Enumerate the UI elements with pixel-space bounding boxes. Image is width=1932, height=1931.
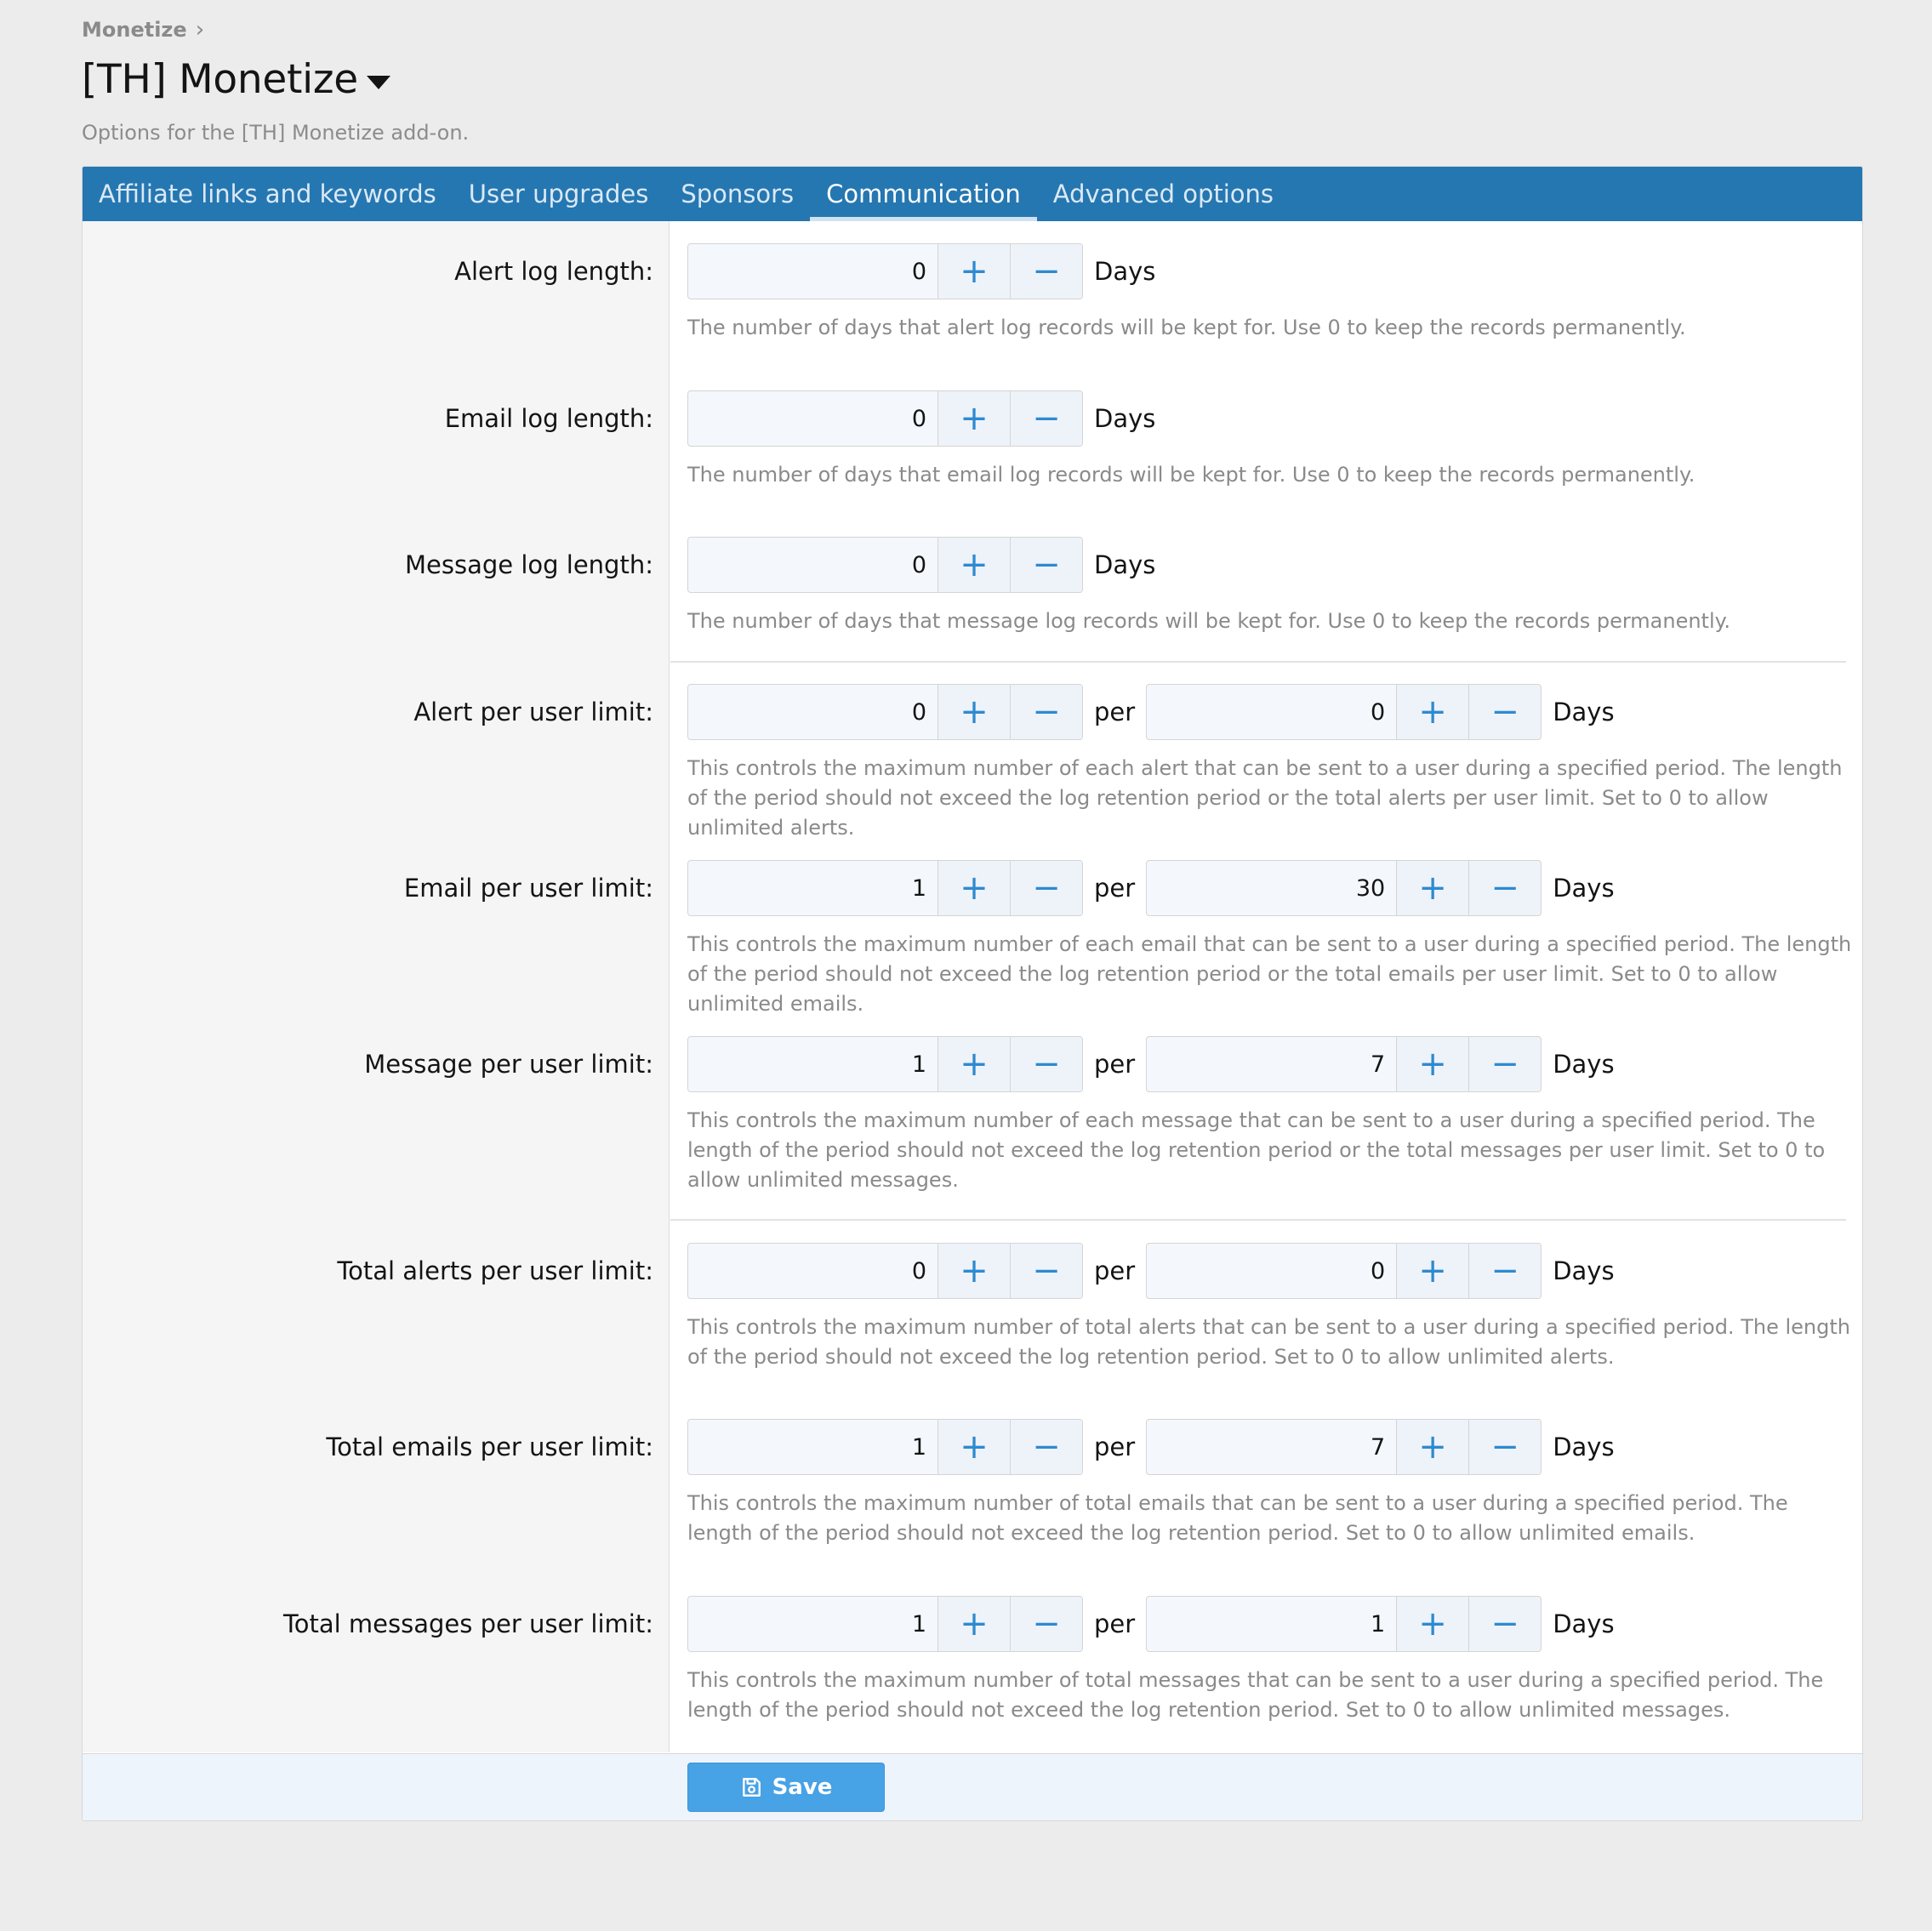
alert-per-user-count-stepper — [687, 684, 1083, 740]
total-messages-count-input[interactable] — [688, 1597, 938, 1651]
option-hint: The number of days that message log records will be kept for. Use 0 to keep the records permanently. — [687, 609, 1731, 633]
total-messages-count-stepper — [687, 1596, 1083, 1652]
alert-log-length-input[interactable] — [688, 244, 938, 299]
increment-plus-icon[interactable]: + — [938, 861, 1010, 915]
decrement-minus-icon[interactable]: − — [1010, 1037, 1082, 1091]
total-emails-count-stepper — [687, 1419, 1083, 1475]
unit-days-label: Days — [1553, 1433, 1615, 1461]
label-column — [83, 221, 670, 1752]
option-label: Total alerts per user limit: — [337, 1256, 653, 1285]
total-messages-period-input[interactable] — [1147, 1597, 1396, 1651]
decrement-minus-icon[interactable]: − — [1468, 1597, 1541, 1651]
increment-plus-icon[interactable]: + — [1396, 685, 1468, 739]
alert-per-user-count-input[interactable] — [688, 685, 938, 739]
page-title-row[interactable] — [82, 56, 390, 103]
tab-bar — [83, 167, 1862, 221]
message-per-user-count-stepper — [687, 1036, 1083, 1092]
alert-per-user-period-input[interactable] — [1147, 685, 1396, 739]
decrement-minus-icon[interactable]: − — [1010, 538, 1082, 592]
total-emails-period-input[interactable] — [1147, 1420, 1396, 1474]
email-per-user-count-input[interactable] — [688, 861, 938, 915]
increment-plus-icon[interactable]: + — [938, 1244, 1010, 1298]
option-label: Email per user limit: — [403, 874, 653, 903]
increment-plus-icon[interactable]: + — [1396, 1037, 1468, 1091]
alert-per-user-period-stepper — [1146, 684, 1542, 740]
email-per-user-count-stepper — [687, 860, 1083, 916]
option-label: Total emails per user limit: — [326, 1433, 653, 1461]
per-label: per — [1094, 1609, 1136, 1638]
increment-plus-icon[interactable]: + — [938, 685, 1010, 739]
tab-user-upgrades[interactable]: User upgrades — [468, 179, 649, 208]
increment-plus-icon[interactable]: + — [938, 1037, 1010, 1091]
per-label: per — [1094, 1050, 1136, 1079]
option-controls — [687, 390, 1155, 447]
option-controls — [687, 860, 1615, 916]
section-divider — [670, 1219, 1846, 1221]
unit-days-label: Days — [1094, 257, 1156, 286]
unit-days-label: Days — [1553, 1609, 1615, 1638]
tab-communication[interactable]: Communication — [810, 167, 1037, 221]
save-button[interactable] — [687, 1763, 885, 1812]
caret-down-icon[interactable] — [367, 76, 390, 89]
option-hint: This controls the maximum number of total emails that can be sent to a user during a specified period. The length of the period should not exceed the log retention period. Set to 0 to allow unlimited emails. — [687, 1491, 1788, 1545]
per-label: per — [1094, 874, 1136, 903]
decrement-minus-icon[interactable]: − — [1468, 1244, 1541, 1298]
message-per-user-count-input[interactable] — [688, 1037, 938, 1091]
tab-sponsors[interactable]: Sponsors — [681, 179, 795, 208]
option-hint: The number of days that alert log records will be kept for. Use 0 to keep the records permanently. — [687, 316, 1686, 339]
increment-plus-icon[interactable]: + — [1396, 1244, 1468, 1298]
options-body — [83, 221, 1862, 1752]
per-label: per — [1094, 1433, 1136, 1461]
total-alerts-period-stepper — [1146, 1243, 1542, 1299]
increment-plus-icon[interactable]: + — [1396, 1597, 1468, 1651]
option-label: Total messages per user limit: — [282, 1609, 653, 1638]
total-alerts-period-input[interactable] — [1147, 1244, 1396, 1298]
option-label: Email log length: — [444, 404, 653, 433]
option-hint: This controls the maximum number of total alerts that can be sent to a user during a specified period. The length of the period should not exceed the log retention period. Set to 0 to allow unlimited alerts. — [687, 1315, 1850, 1369]
unit-days-label: Days — [1553, 1050, 1615, 1079]
email-per-user-period-input[interactable] — [1147, 861, 1396, 915]
option-label: Alert log length: — [454, 257, 653, 286]
option-hint: The number of days that email log records will be kept for. Use 0 to keep the records permanently. — [687, 463, 1695, 487]
options-block — [82, 166, 1863, 1821]
total-alerts-count-stepper — [687, 1243, 1083, 1299]
option-hint: This controls the maximum number of each alert that can be sent to a user during a specified period. The length of the period should not exceed the log retention period or the total alerts per user limit. Set to 0 to allow unlimited alerts. — [687, 756, 1843, 840]
tab-advanced-options[interactable]: Advanced options — [1052, 179, 1274, 208]
decrement-minus-icon[interactable]: − — [1010, 244, 1082, 299]
decrement-minus-icon[interactable]: − — [1010, 685, 1082, 739]
decrement-minus-icon[interactable]: − — [1010, 1244, 1082, 1298]
form-footer — [83, 1753, 1863, 1821]
chevron-right-icon: › — [195, 17, 205, 43]
page-description: Options for the [TH] Monetize add-on. — [82, 121, 470, 145]
option-controls — [687, 243, 1155, 299]
message-log-length-stepper — [687, 537, 1083, 593]
decrement-minus-icon[interactable]: − — [1468, 861, 1541, 915]
decrement-minus-icon[interactable]: − — [1010, 1420, 1082, 1474]
increment-plus-icon[interactable]: + — [1396, 861, 1468, 915]
increment-plus-icon[interactable]: + — [1396, 1420, 1468, 1474]
message-log-length-input[interactable] — [688, 538, 938, 592]
total-alerts-count-input[interactable] — [688, 1244, 938, 1298]
unit-days-label: Days — [1094, 404, 1156, 433]
option-controls — [687, 537, 1155, 593]
breadcrumb-link-monetize[interactable]: Monetize — [82, 18, 187, 42]
decrement-minus-icon[interactable]: − — [1010, 391, 1082, 446]
unit-days-label: Days — [1553, 698, 1615, 726]
unit-days-label: Days — [1094, 550, 1156, 579]
increment-plus-icon[interactable]: + — [938, 391, 1010, 446]
total-messages-period-stepper — [1146, 1596, 1542, 1652]
section-divider — [670, 661, 1846, 663]
email-log-length-stepper — [687, 390, 1083, 447]
save-icon — [740, 1776, 762, 1798]
breadcrumb — [82, 17, 204, 43]
option-hint: This controls the maximum number of total messages that can be sent to a user during a specified period. The length of the period should not exceed the log retention period. Set to 0 to allow unlimited messages. — [687, 1668, 1824, 1722]
increment-plus-icon[interactable]: + — [938, 538, 1010, 592]
decrement-minus-icon[interactable]: − — [1468, 685, 1541, 739]
increment-plus-icon[interactable]: + — [938, 244, 1010, 299]
decrement-minus-icon[interactable]: − — [1010, 1597, 1082, 1651]
increment-plus-icon[interactable]: + — [938, 1420, 1010, 1474]
option-label: Message per user limit: — [364, 1050, 653, 1079]
email-per-user-period-stepper — [1146, 860, 1542, 916]
option-controls — [687, 1036, 1615, 1092]
unit-days-label: Days — [1553, 1256, 1615, 1285]
page-title: [TH] Monetize — [82, 56, 358, 103]
option-hint: This controls the maximum number of each email that can be sent to a user during a specified period. The length of the period should not exceed the log retention period or the total emails per user limit. Set to 0 to allow unlimited emails. — [687, 932, 1852, 1016]
tab-affiliate-links[interactable]: Affiliate links and keywords — [99, 179, 436, 208]
message-per-user-period-stepper — [1146, 1036, 1542, 1092]
option-controls — [687, 1419, 1615, 1475]
decrement-minus-icon[interactable]: − — [1468, 1420, 1541, 1474]
email-log-length-input[interactable] — [688, 391, 938, 446]
option-controls — [687, 684, 1615, 740]
alert-log-length-stepper — [687, 243, 1083, 299]
decrement-minus-icon[interactable]: − — [1010, 861, 1082, 915]
total-emails-count-input[interactable] — [688, 1420, 938, 1474]
option-controls — [687, 1596, 1615, 1652]
per-label: per — [1094, 1256, 1136, 1285]
option-controls — [687, 1243, 1615, 1299]
increment-plus-icon[interactable]: + — [938, 1597, 1010, 1651]
message-per-user-period-input[interactable] — [1147, 1037, 1396, 1091]
option-label: Alert per user limit: — [413, 698, 653, 726]
per-label: per — [1094, 698, 1136, 726]
total-emails-period-stepper — [1146, 1419, 1542, 1475]
option-hint: This controls the maximum number of each message that can be sent to a user during a specified period. The length of the period should not exceed the log retention period or the total messages per user limit. Set to 0 to allow unlimited messages. — [687, 1108, 1826, 1192]
decrement-minus-icon[interactable]: − — [1468, 1037, 1541, 1091]
save-button-label: Save — [772, 1774, 833, 1800]
unit-days-label: Days — [1553, 874, 1615, 903]
option-label: Message log length: — [405, 550, 653, 579]
